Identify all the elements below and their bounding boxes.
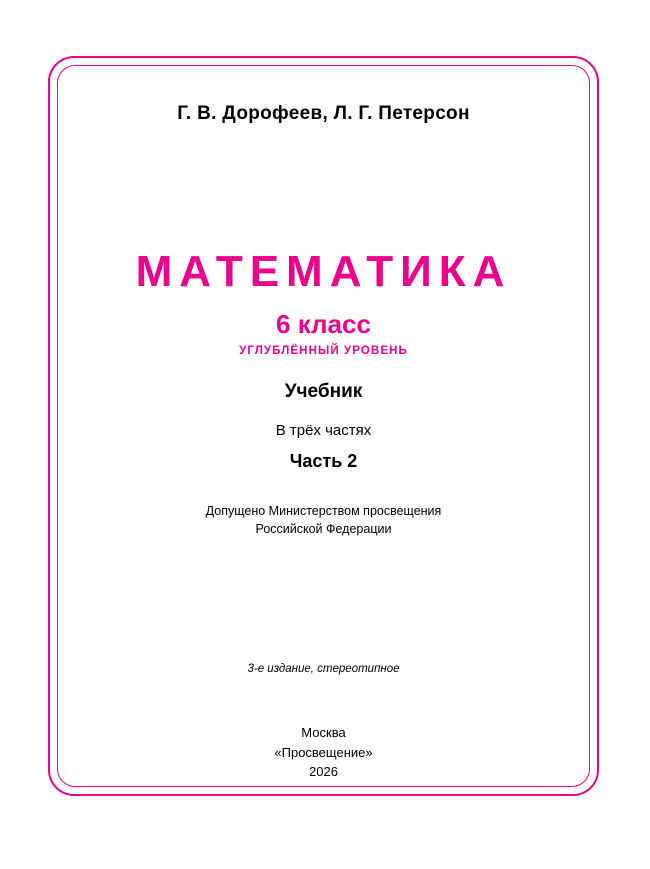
publisher-name: «Просвещение» [274,744,373,760]
approval-note [57,502,590,538]
part-number: Часть 2 [289,451,358,471]
cover-content [57,65,590,787]
parts-count: В трёх частях [275,422,372,439]
imprint-block [57,723,590,782]
authors-line: Г. В. Дорофеев, Л. Г. Петерсон [177,103,470,124]
approval-line-1: Допущено Министерством просвещения [205,504,442,518]
publication-city: Москва [301,725,346,741]
book-title: МАТЕМАТИКА [135,247,512,296]
approval-line-2: Российской Федерации [255,522,392,537]
grade-level: 6 класс [276,309,371,339]
edition-note: 3-е издание, стереотипное [247,663,400,676]
book-type: Учебник [284,381,363,402]
study-level: УГЛУБЛЁННЫЙ УРОВЕНЬ [239,345,408,357]
publication-year: 2026 [309,764,338,780]
